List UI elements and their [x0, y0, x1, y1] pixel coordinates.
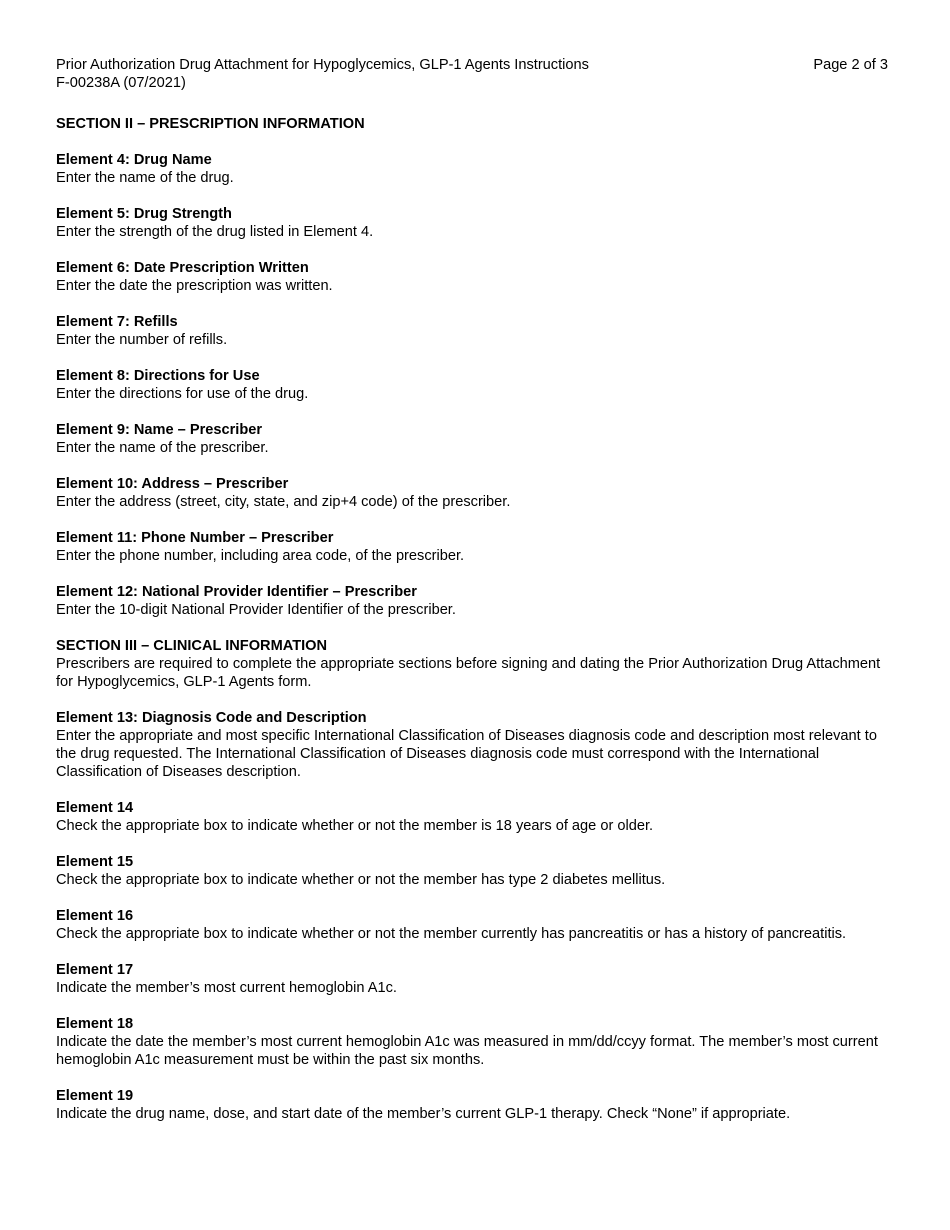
element-text: Check the appropriate box to indicate whether or not the member is 18 years of age or older.	[56, 818, 654, 834]
form-title: Prior Authorization Drug Attachment for Hypoglycemics, GLP-1 Agents Instructions	[56, 57, 589, 73]
page-header	[56, 56, 888, 92]
header-left	[56, 56, 589, 92]
section-2-heading: SECTION II – PRESCRIPTION INFORMATION	[56, 116, 365, 132]
page-number: Page 2 of 3	[813, 57, 888, 73]
element-text: Enter the number of refills.	[56, 332, 228, 348]
element-title: Element 7: Refills	[56, 314, 178, 330]
element-title: Element 6: Date Prescription Written	[56, 260, 309, 276]
section-3-intro: Prescribers are required to complete the appropriate sections before signing and dating the Prior Authorization Drug Attachment for Hypoglycemics, GLP-1 Agents form.	[56, 656, 881, 690]
element-text: Enter the appropriate and most specific International Classification of Diseases diagnosis code and description most relevant to the drug requested. The International Classification of Diseases diagnosis code must correspond with the International Classification of Diseases description.	[56, 728, 877, 780]
element-14	[56, 799, 888, 835]
form-number: F-00238A (07/2021)	[56, 75, 186, 91]
element-7	[56, 313, 888, 349]
element-9	[56, 421, 888, 457]
element-title: Element 4: Drug Name	[56, 152, 212, 168]
element-title: Element 5: Drug Strength	[56, 206, 232, 222]
element-text: Enter the date the prescription was written.	[56, 278, 333, 294]
element-5	[56, 205, 888, 241]
element-title: Element 19	[56, 1088, 134, 1104]
element-title: Element 14	[56, 800, 134, 816]
element-12	[56, 583, 888, 619]
element-text: Enter the name of the drug.	[56, 170, 234, 186]
element-text: Enter the phone number, including area code, of the prescriber.	[56, 548, 465, 564]
element-16	[56, 907, 888, 943]
element-6	[56, 259, 888, 295]
element-title: Element 8: Directions for Use	[56, 368, 260, 384]
element-title: Element 15	[56, 854, 134, 870]
element-text: Enter the name of the prescriber.	[56, 440, 269, 456]
element-text: Indicate the member’s most current hemoglobin A1c.	[56, 980, 397, 996]
element-title: Element 17	[56, 962, 134, 978]
element-title: Element 11: Phone Number – Prescriber	[56, 530, 334, 546]
element-title: Element 18	[56, 1016, 134, 1032]
element-4	[56, 151, 888, 187]
element-18	[56, 1015, 888, 1069]
element-11	[56, 529, 888, 565]
element-title: Element 13: Diagnosis Code and Description	[56, 710, 367, 726]
element-title: Element 12: National Provider Identifier – Prescriber	[56, 584, 417, 600]
element-19	[56, 1087, 888, 1123]
element-17	[56, 961, 888, 997]
element-text: Enter the address (street, city, state, and zip+4 code) of the prescriber.	[56, 494, 511, 510]
element-10	[56, 475, 888, 511]
element-text: Enter the 10-digit National Provider Identifier of the prescriber.	[56, 602, 456, 618]
element-text: Check the appropriate box to indicate whether or not the member has type 2 diabetes mellitus.	[56, 872, 666, 888]
element-text: Indicate the date the member’s most current hemoglobin A1c was measured in mm/dd/ccyy format. The member’s most current hemoglobin A1c measurement must be within the past six months.	[56, 1034, 878, 1068]
element-13	[56, 709, 888, 781]
element-text: Check the appropriate box to indicate whether or not the member currently has pancreatitis or has a history of pancreatitis.	[56, 926, 847, 942]
element-title: Element 9: Name – Prescriber	[56, 422, 263, 438]
element-8	[56, 367, 888, 403]
element-text: Indicate the drug name, dose, and start date of the member’s current GLP-1 therapy. Check “None” if appropriate.	[56, 1106, 791, 1122]
section-3-heading: SECTION III – CLINICAL INFORMATION	[56, 638, 328, 654]
element-text: Enter the strength of the drug listed in Element 4.	[56, 224, 374, 240]
element-title: Element 10: Address – Prescriber	[56, 476, 289, 492]
element-title: Element 16	[56, 908, 134, 924]
section-3	[56, 637, 888, 691]
element-15	[56, 853, 888, 889]
element-text: Enter the directions for use of the drug.	[56, 386, 309, 402]
